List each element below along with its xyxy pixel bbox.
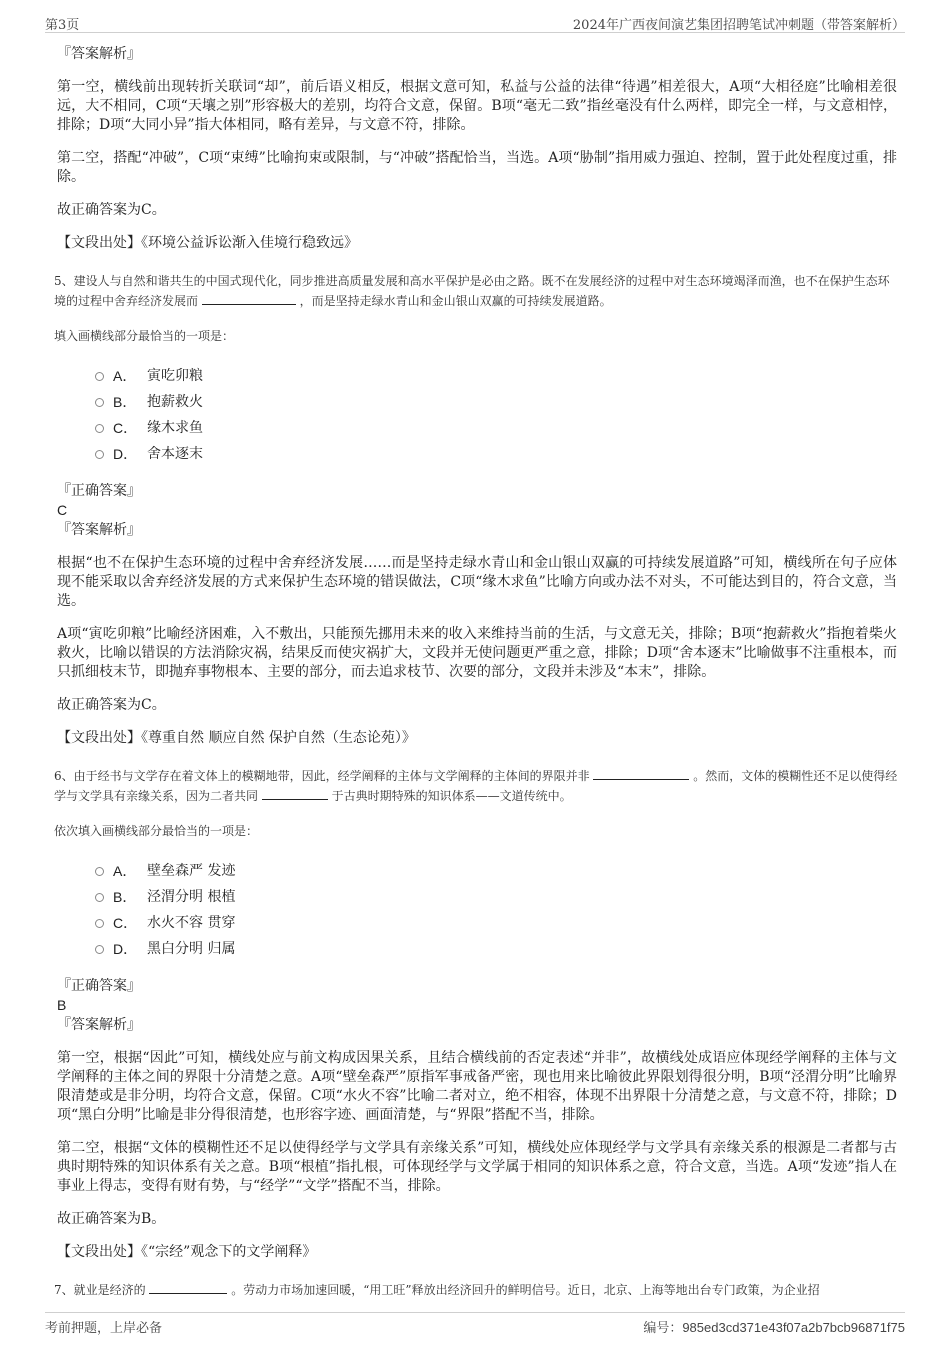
page-number: 第3页	[45, 18, 80, 33]
analysis-paragraph: A项“寅吃卯粮”比喻经济困难，入不敷出，只能预先挪用未来的收入来维持当前的生活，与文意无关，排除；B项“抱薪救火”指抱着柴火救火，比喻以错误的方法消除灾祸，结果反而使灾祸扩大，文段并无使问题更严重之意，排除；D项“舍本逐末”比喻做事不注重根本，而只抓细枝末节，即抛弃事物根本、主要的部分，而去追求枝节、次要的部分，文段并未涉及“本末”，排除。	[57, 626, 897, 680]
option-c[interactable]: C． 缘木求鱼	[95, 415, 897, 441]
radio-icon[interactable]	[95, 945, 104, 954]
analysis-paragraph: 第一空，根据“因此”可知，横线处应与前文构成因果关系，且结合横线前的否定表述“并非”，故横线处成语应体现经学阐释的主体与文学阐释的主体之间的界限十分清楚之意。A项“壁垒森严”原指军事戒备严密，现也用来比喻彼此界限划得很分明，B项“泾渭分明”比喻界限清楚或是非分明，均符合文意，保留。C项“水火不容”比喻二者对立，绝不相容，体现不出界限十分清楚之意，与文意不符，排除；D项“黑白分明”比喻是非分得很清楚，也形容字迹、画面清楚，与“界限”搭配不当，排除。	[57, 1050, 897, 1123]
radio-icon[interactable]	[95, 398, 104, 407]
analysis-paragraph: 第一空，横线前出现转折关联词“却”，前后语义相反，根据文意可知，私益与公益的法律“待遇”相差很大，A项“大相径庭”比喻相差很远，大不相同，C项“天壤之别”形容极大的差别，均符合文意，保留。B项“毫无二致”指丝毫没有什么两样，即完全一样，与文意相悖，排除；D项“大同小异”指大体相同，略有差异，与文意不符，排除。	[57, 79, 897, 133]
question-7-stem: 7、就业是经济的 。劳动力市场加速回暖，“用工旺”释放出经济回升的鲜明信号。近日，北京、上海等地出台专门政策，为企业招	[54, 1280, 899, 1300]
correct-answer: B	[57, 997, 67, 1013]
footer-slogan: 考前押题，上岸必备	[45, 1321, 163, 1336]
document-title: 2024年广西夜间演艺集团招聘笔试冲刺题（带答案解析）	[572, 18, 905, 33]
question-5-stem: 5、建设人与自然和谐共生的中国式现代化，同步推进高质量发展和高水平保护是必由之路。既不在发展经济的过程中对生态环境竭泽而渔，也不在保护生态环境的过程中舍弃经济发展而 ，而是坚持走绿水青山和金山银山双赢的可持续发展道路。	[54, 274, 890, 308]
source-citation: 【文段出处】《环境公益诉讼渐入佳境行稳致远》	[57, 235, 358, 251]
question-5-options	[95, 363, 897, 467]
option-b[interactable]: B． 抱薪救火	[95, 389, 897, 415]
analysis-label: 『答案解析』	[57, 46, 141, 62]
page-header	[45, 8, 905, 33]
option-a[interactable]: A． 壁垒森严 发迹	[95, 858, 897, 884]
question-prompt: 填入画横线部分最恰当的一项是：	[54, 329, 235, 343]
option-b[interactable]: B． 泾渭分明 根植	[95, 884, 897, 910]
radio-icon[interactable]	[95, 372, 104, 381]
correct-answer: C	[57, 502, 68, 518]
fill-blank	[149, 1280, 227, 1294]
fill-blank	[593, 766, 689, 780]
radio-icon[interactable]	[95, 919, 104, 928]
document-body	[54, 44, 898, 1316]
radio-icon[interactable]	[95, 893, 104, 902]
option-a[interactable]: A． 寅吃卯粮	[95, 363, 897, 389]
correct-answer-label: 『正确答案』	[57, 483, 141, 499]
analysis-paragraph: 第二空，根据“文体的模糊性还不足以使得经学与文学具有亲缘关系”可知，横线处应体现经学与文学具有亲缘关系的根源是二者都与古典时期特殊的知识体系有关之意。B项“根植”指扎根，可体现经学与文学属于相同的知识体系之意，符合文意，当选。A项“发迹”指人在事业上得志，变得有财有势，与“经学”“文学”搭配不当，排除。	[57, 1140, 897, 1194]
option-c[interactable]: C． 水火不容 贯穿	[95, 910, 897, 936]
question-6-options	[95, 858, 897, 962]
radio-icon[interactable]	[95, 450, 104, 459]
source-citation: 【文段出处】《“宗经”观念下的文学阐释》	[57, 1244, 317, 1260]
page-footer	[45, 1312, 905, 1335]
radio-icon[interactable]	[95, 424, 104, 433]
document-code: 编号：985ed3cd371e43f07a2b7bcb96871f75	[643, 1320, 905, 1336]
conclusion: 故正确答案为C。	[57, 202, 166, 218]
option-d[interactable]: D． 黑白分明 归属	[95, 936, 897, 962]
question-6-stem: 6、由于经书与文学存在着文体上的模糊地带，因此，经学阐释的主体与文学阐释的主体间的界限并非 。然而，文体的模糊性还不足以使得经学与文学具有亲缘关系，因为二者共同 于古典时期特殊的知识体系——文道传统中。	[54, 766, 899, 806]
question-prompt: 依次填入画横线部分最恰当的一项是：	[54, 824, 259, 838]
analysis-paragraph: 第二空，搭配“冲破”，C项“束缚”比喻拘束或限制，与“冲破”搭配恰当，当选。A项“胁制”指用威力强迫、控制，置于此处程度过重，排除。	[57, 150, 897, 185]
radio-icon[interactable]	[95, 867, 104, 876]
source-citation: 【文段出处】《尊重自然 顺应自然 保护自然（生态论苑）》	[57, 730, 416, 746]
fill-blank	[202, 291, 296, 305]
analysis-label: 『答案解析』	[57, 1017, 141, 1033]
conclusion: 故正确答案为B。	[57, 1211, 166, 1227]
conclusion: 故正确答案为C。	[57, 697, 166, 713]
fill-blank	[262, 786, 328, 800]
correct-answer-label: 『正确答案』	[57, 978, 141, 994]
analysis-paragraph: 根据“也不在保护生态环境的过程中舍弃经济发展……而是坚持走绿水青山和金山银山双赢的可持续发展道路”可知，横线所在句子应体现不能采取以舍弃经济发展的方式来保护生态环境的错误做法，C项“缘木求鱼”比喻方向或办法不对头，不可能达到目的，符合文意，当选。	[57, 555, 897, 609]
analysis-label: 『答案解析』	[57, 522, 141, 538]
option-d[interactable]: D． 舍本逐末	[95, 441, 897, 467]
